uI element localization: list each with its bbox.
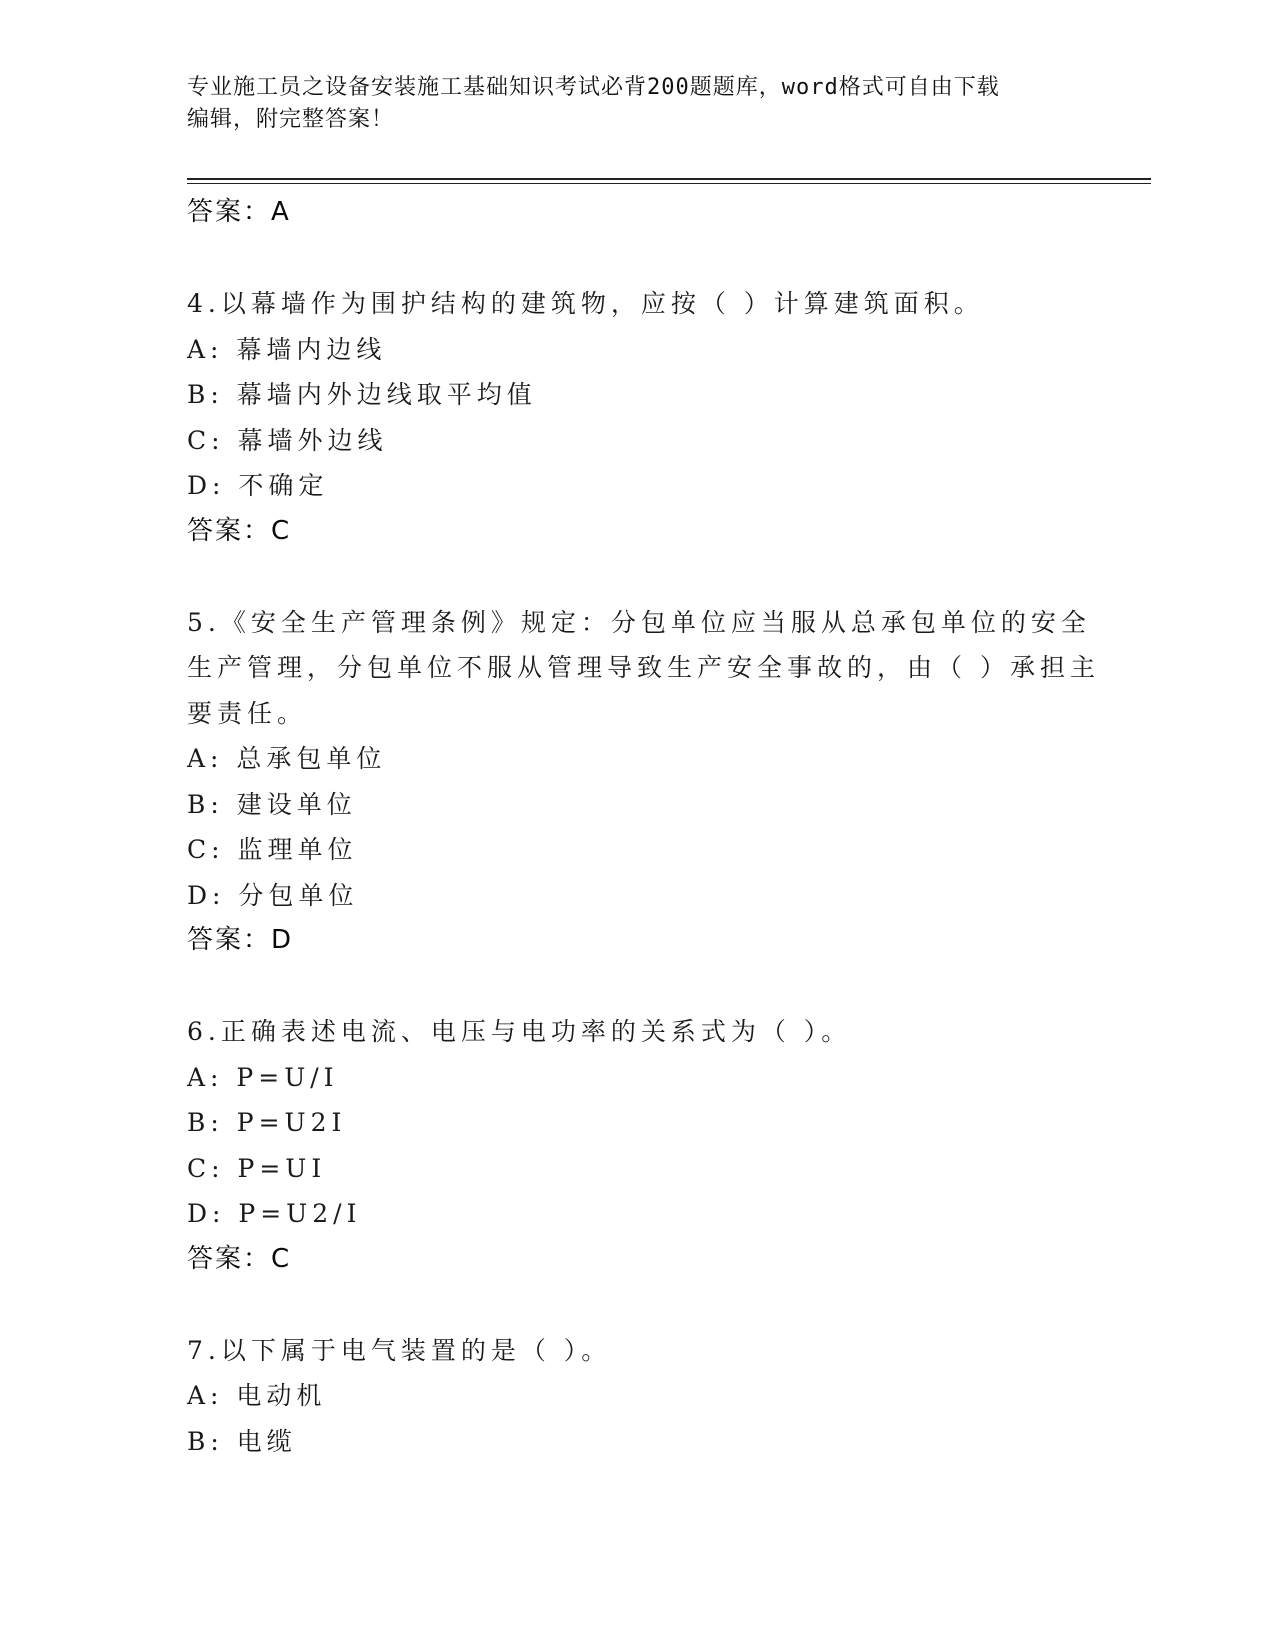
- spacer: [187, 236, 1087, 282]
- option-c: C: 幕墙外边线: [187, 425, 388, 455]
- answer-previous: 答案：A: [187, 197, 291, 227]
- question-7: [187, 1328, 1087, 1465]
- option-c: C: P=UI: [187, 1153, 327, 1183]
- question-6: [187, 1009, 1087, 1282]
- header-rule-thick: [187, 178, 1151, 180]
- question-4: [187, 281, 1087, 554]
- option-a: A: 幕墙内边线: [187, 334, 387, 364]
- option-b: B: P=U2I: [187, 1108, 347, 1137]
- document-header: [187, 72, 1087, 136]
- option-a: A: 总承包单位: [187, 744, 387, 773]
- option-b: B: 建设单位: [187, 789, 357, 819]
- spacer: [187, 964, 1087, 1010]
- question-text: [187, 1328, 1087, 1374]
- question-line: 4.以幕墙作为围护结构的建筑物，应按（ ）计算建筑面积。: [187, 289, 984, 318]
- answer: 答案：C: [187, 515, 292, 546]
- option-d: D: 不确定: [187, 471, 329, 500]
- question-line: 7.以下属于电气装置的是（ ）。: [187, 1335, 612, 1365]
- option-b: B: 幕墙内外边线取平均值: [187, 380, 537, 409]
- question-text: [187, 281, 1087, 327]
- question-list: [187, 190, 1100, 1464]
- question-text: [187, 600, 1100, 737]
- spacer: [187, 1282, 1087, 1328]
- question-line: 5.《安全生产管理条例》规定：分包单位应当服从总承包单位的安全: [187, 607, 1091, 637]
- option-a: A: 电动机: [187, 1381, 327, 1410]
- option-d: D: P=U2/I: [187, 1199, 362, 1228]
- option-c: C: 监理单位: [187, 835, 358, 864]
- header-line-1: 专业施工员之设备安装施工基础知识考试必背200题题库，word格式可自由下载: [187, 75, 1000, 100]
- option-d: D: 分包单位: [187, 880, 359, 910]
- question-line: 生产管理，分包单位不服从管理导致生产安全事故的，由（ ）承担主: [187, 653, 1100, 682]
- spacer: [187, 554, 1087, 600]
- question-line: 要责任。: [187, 698, 308, 728]
- header-line-2: 编辑，附完整答案！: [187, 107, 395, 132]
- question-5: [187, 600, 1100, 964]
- question-line: 6.正确表述电流、电压与电功率的关系式为（ ）。: [187, 1017, 852, 1046]
- header-rule-thin: [187, 183, 1151, 184]
- question-text: [187, 1009, 1087, 1055]
- option-b: B: 电缆: [187, 1426, 297, 1456]
- answer: 答案：C: [187, 1243, 292, 1274]
- option-a: A: P=U/I: [187, 1062, 339, 1092]
- answer: 答案：D: [187, 925, 294, 955]
